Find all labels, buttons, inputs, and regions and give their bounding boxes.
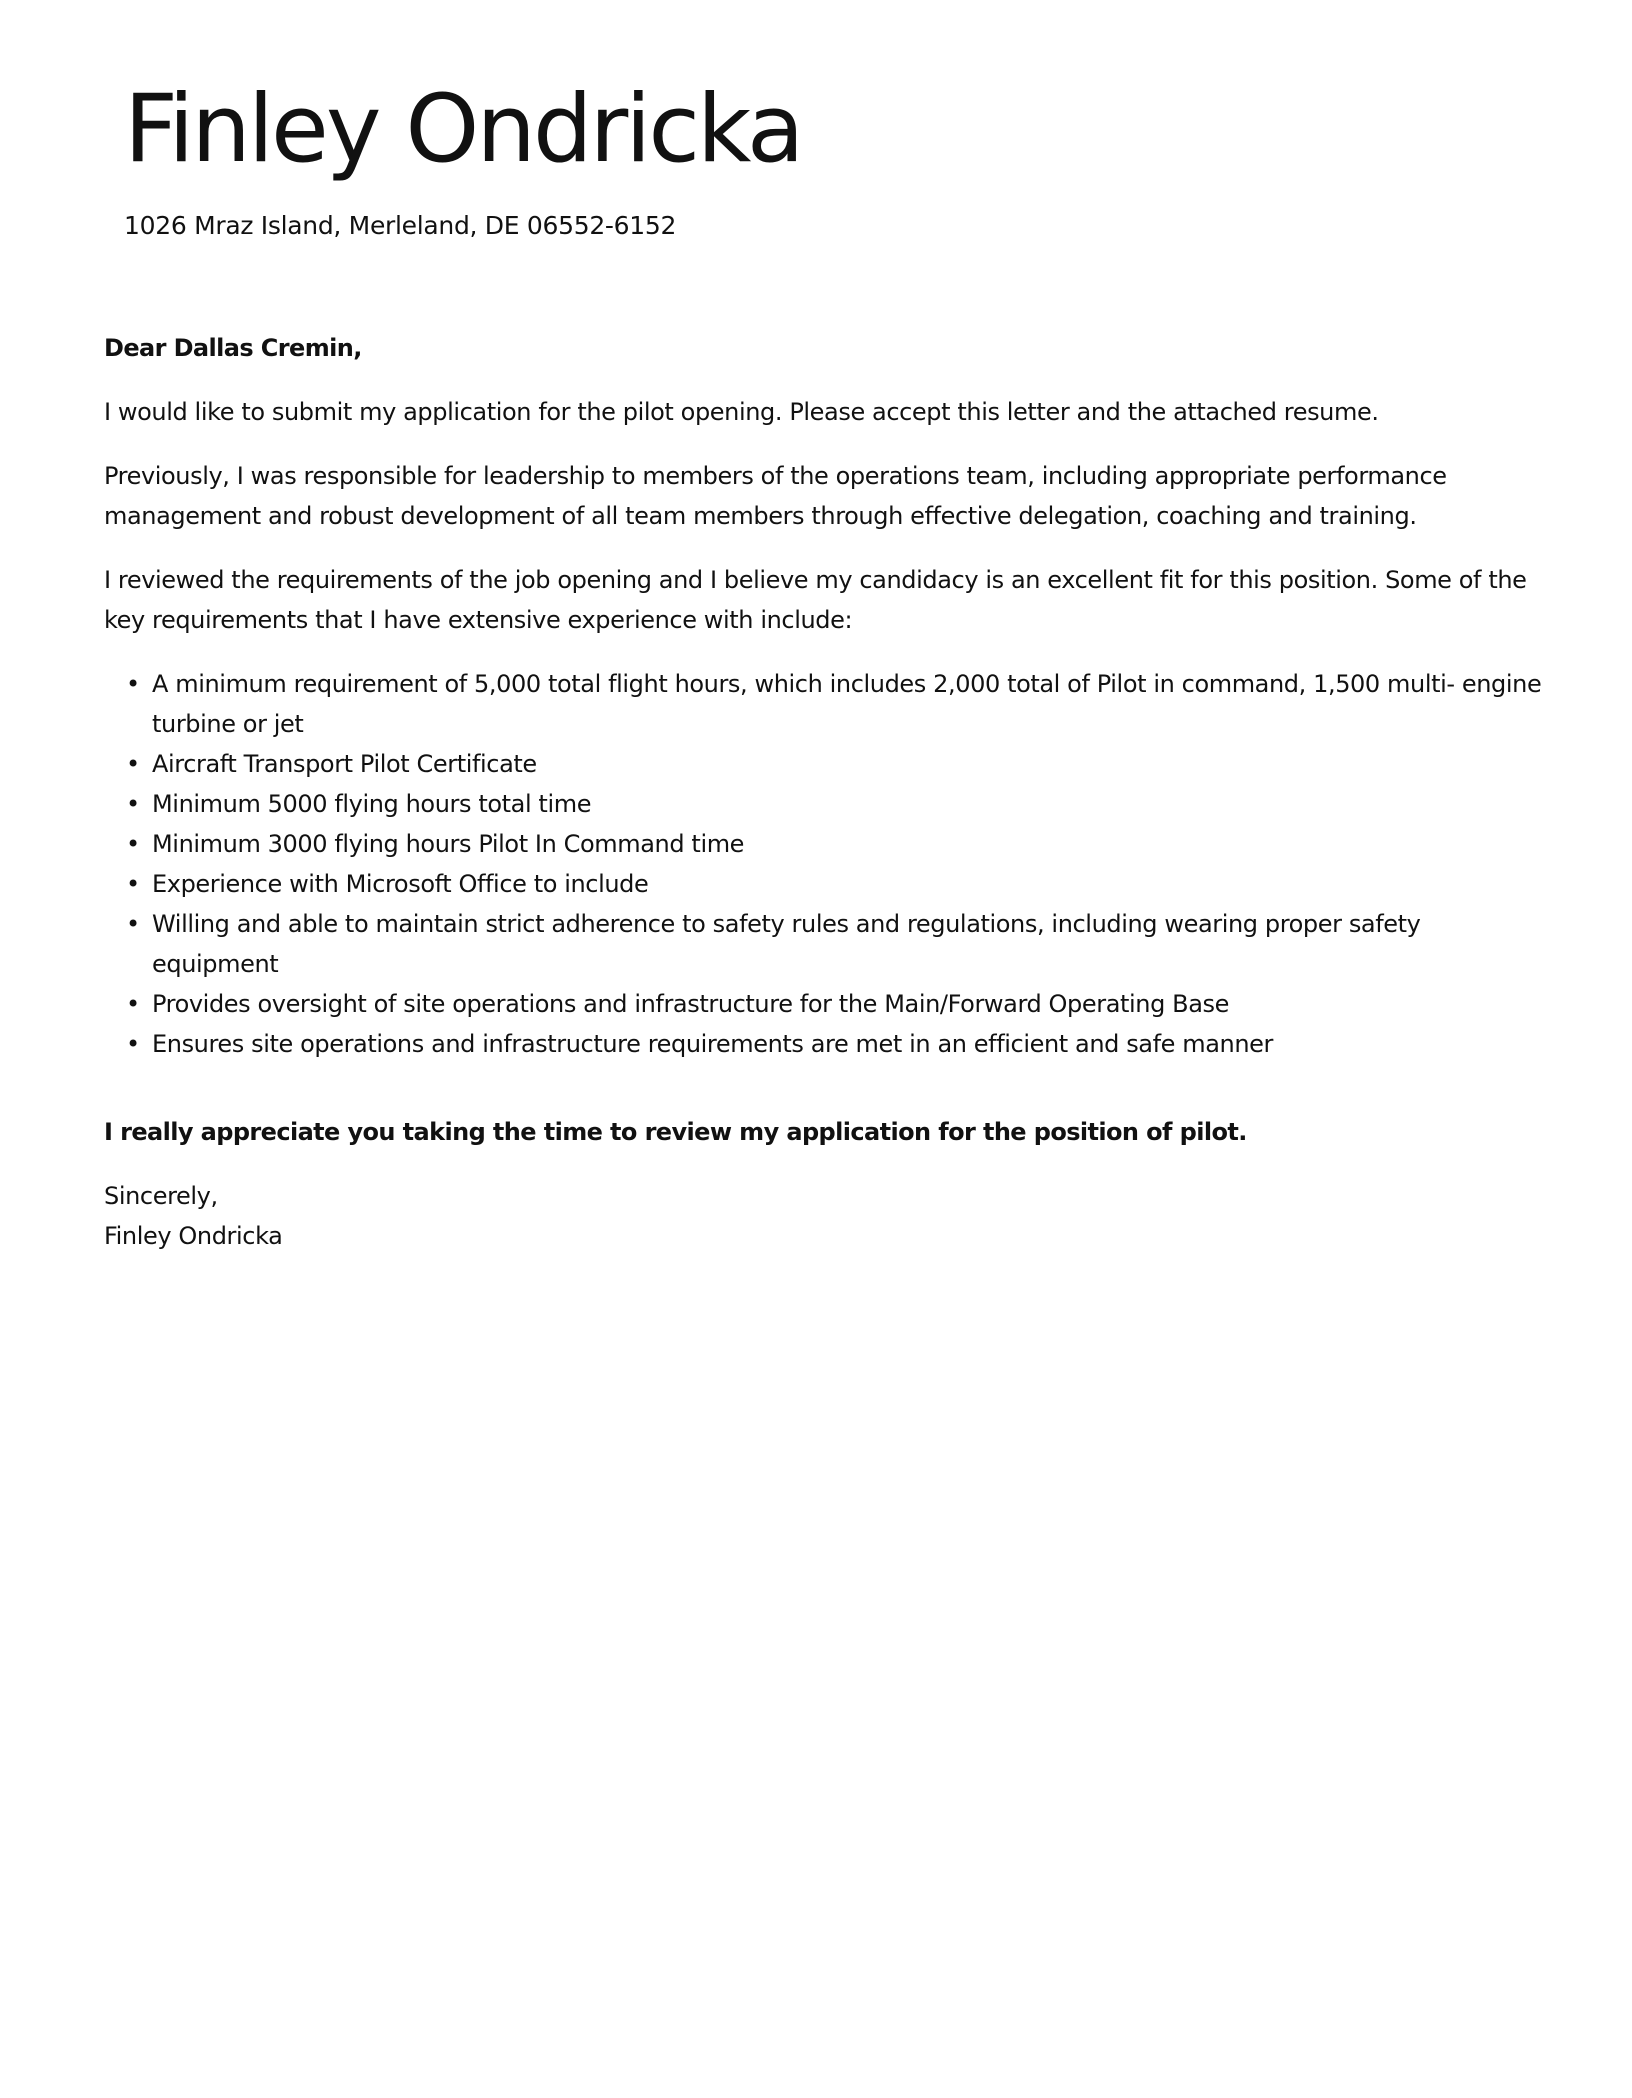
bullet-icon: • [126,750,140,778]
bullet-icon: • [126,670,140,698]
applicant-address: 1026 Mraz Island, Merleland, DE 06552-6152 [124,211,677,240]
list-item-text: Ensures site operations and infrastructure requirements are met in an efficient and safe manner [152,1030,1273,1058]
list-item-text: Provides oversight of site operations and infrastructure for the Main/Forward Operating Base [152,990,1230,1018]
bullet-icon: • [126,790,140,818]
greeting: Dear Dallas Cremin, [104,334,362,362]
list-item [126,1024,1544,1064]
requirements-list [104,664,1544,1064]
list-item [126,904,1544,984]
applicant-name: Finley Ondricka [124,75,802,184]
signoff-block [104,1176,1544,1256]
list-item [126,864,1544,904]
letter-body [104,328,1544,1256]
bullet-icon: • [126,1030,140,1058]
list-item [126,744,1544,784]
list-item [126,984,1544,1024]
bullet-icon: • [126,830,140,858]
signature-name: Finley Ondricka [104,1222,283,1250]
list-item-text: Aircraft Transport Pilot Certificate [152,750,537,778]
list-item-text: Willing and able to maintain strict adherence to safety rules and regulations, including wearing proper safety equipment [152,910,1421,978]
bullet-icon: • [126,870,140,898]
closing-paragraph: I really appreciate you taking the time to review my application for the position of pilot. [104,1118,1247,1146]
intro-paragraph: I would like to submit my application for the pilot opening. Please accept this letter and the attached resume. [104,398,1379,426]
bullet-icon: • [126,990,140,1018]
signoff: Sincerely, [104,1182,218,1210]
requirements-intro-paragraph: I reviewed the requirements of the job opening and I believe my candidacy is an excellent fit for this position. Some of the key requirements that I have extensive experience with include: [104,566,1527,634]
bullet-icon: • [126,910,140,938]
list-item-text: Experience with Microsoft Office to include [152,870,649,898]
experience-paragraph: Previously, I was responsible for leadership to members of the operations team, including appropriate performance management and robust development of all team members through effective delegation, coaching and training. [104,462,1447,530]
list-item [126,824,1544,864]
list-item [126,664,1544,744]
list-item [126,784,1544,824]
list-item-text: Minimum 5000 flying hours total time [152,790,592,818]
list-item-text: A minimum requirement of 5,000 total flight hours, which includes 2,000 total of Pilot in command, 1,500 multi- engine turbine or jet [152,670,1542,738]
letter-header [124,70,1504,243]
list-item-text: Minimum 3000 flying hours Pilot In Command time [152,830,745,858]
